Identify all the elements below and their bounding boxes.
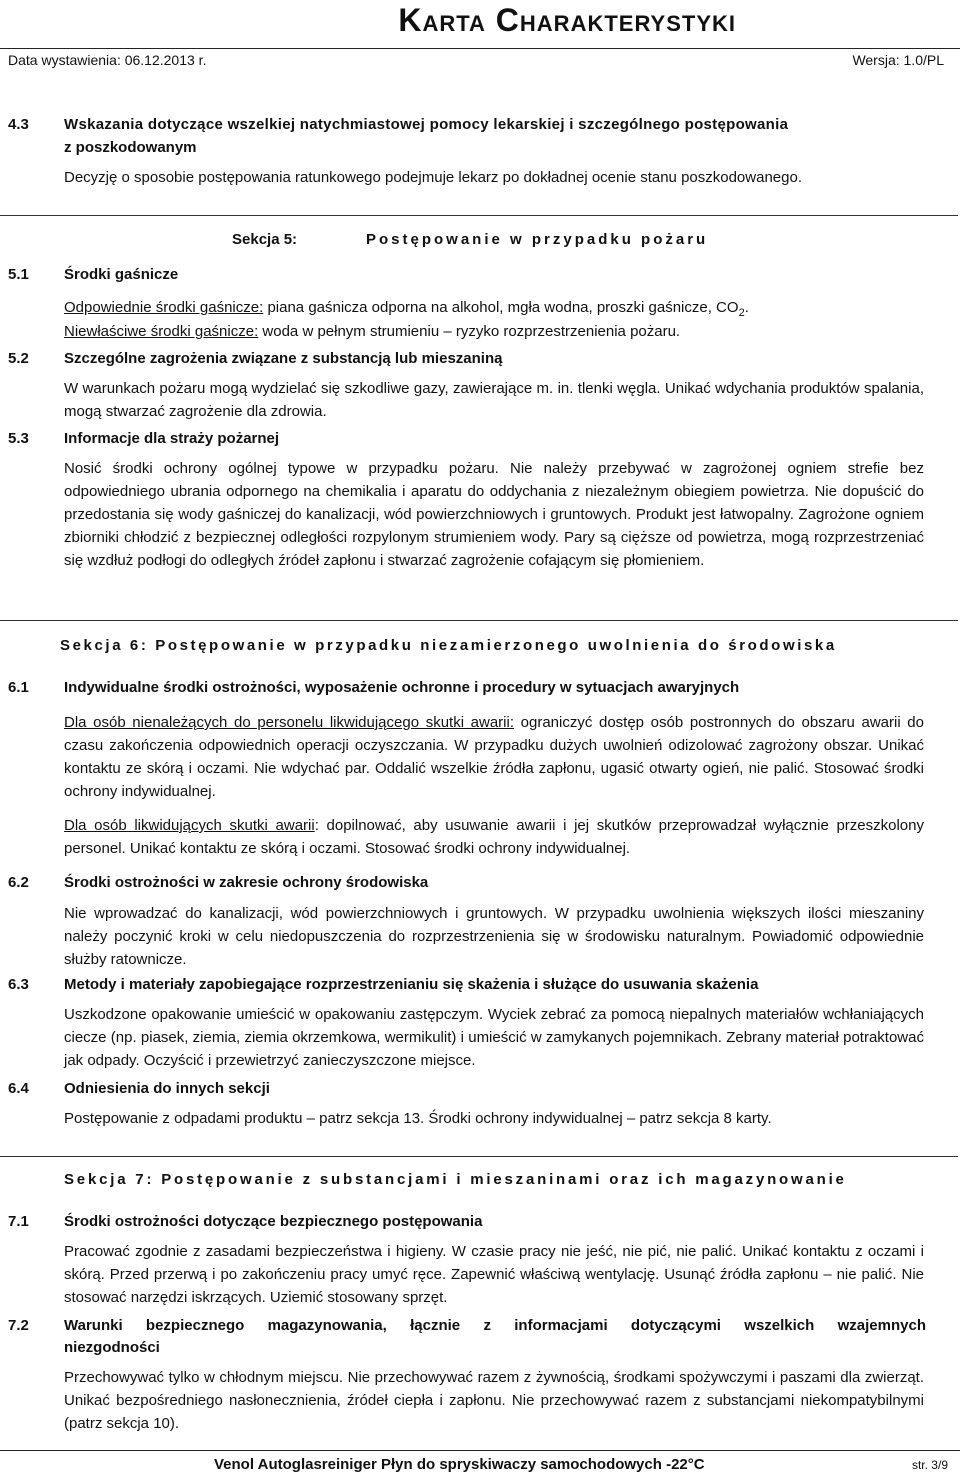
section-number: 6.1 [8,679,29,696]
paragraph: Przechowywać tylko w chłodnym miejscu. Nie przechowywać razem z żywnością, środkami spożywczymi i paszami dla zwierząt. Unikać bezpośredniego nasłonecznienia, źródeł ciepła i zapłonu. Nie przechowywać razem z substancjami niekompatybilnymi (patrz sekcja 10). [64,1369,924,1432]
subsection-heading-cont: z poszkodowanym [64,139,197,156]
subsection-heading: Metody i materiały zapobiegające rozprzestrzenianiu się skażenia i służące do usuwania skażenia [64,976,759,993]
section-number: 7.2 [8,1317,29,1334]
section-number: 6.2 [8,874,29,891]
section-number: 7.1 [8,1213,29,1230]
version: Wersja: 1.0/PL [852,52,944,68]
subsection-heading-cont: niezgodności [64,1339,160,1356]
subsection-heading: Środki ostrożności w zakresie ochrony środowiska [64,874,429,891]
paragraph: Odpowiednie środki gaśnicze: piana gaśnicza odporna na alkohol, mgła wodna, proszki gaśnicze, $CO_2$. [64,299,749,319]
document-title-text: Karta Charakterystyki [398,2,736,38]
paragraph: Postępowanie z odpadami produktu – patrz sekcja 13. Środki ochrony indywidualnej – patrz sekcja 8 karty. [64,1110,772,1127]
section-number: 4.3 [8,116,29,133]
paragraph [64,320,924,343]
paragraph-text: ograniczyć dostęp osób postronnych do obszaru awarii do czasu zakończenia odpowiednich operacji oczyszczania. W przypadku dużych uwolnień odizolować zagrożony obszar. Unikać kontaktu ze skórą i oczami. Nie wdychać par. Oddalić wszelkie źródła zapłonu, ugasić otwarty ogień, nie palić. Stosować środki ochrony indywidualnej. [64,714,924,800]
section-label: Sekcja 5: [232,231,298,248]
section-number: 5.1 [8,266,29,283]
page-number: str. 3/9 [911,1458,948,1472]
paragraph: Uszkodzone opakowanie umieścić w opakowaniu zastępczym. Wyciek zebrać za pomocą niepalnych materiałów wchłaniających ciecze (np. piasek, ziemia, ziemia okrzemkowa, wermikulit) i umieścić w zamykanych pojemnikach. Zebrany materiał potraktować jak odpady. Oczyścić i przewietrzyć zanieczyszczone miejsce. [64,1006,924,1069]
section-number: 6.4 [8,1080,29,1097]
underlined-label: Niewłaściwe środki gaśnicze: [64,323,259,340]
paragraph [64,814,924,860]
section-title: Sekcja 6: Postępowanie w przypadku niezamierzonego uwolnienia do środowiska [60,637,837,654]
subsection-heading: Szczególne zagrożenia związane z substancją lub mieszaniną [64,350,503,367]
section-number: 6.3 [8,976,29,993]
subscript: 2 [738,307,745,319]
paragraph: W warunkach pożaru mogą wydzielać się szkodliwe gazy, zawierające m. in. tlenki węgla. Unikać wdychania produktów spalania, mogą stwarzać zagrożenie dla zdrowia. [64,380,924,420]
section-number: 5.3 [8,430,29,447]
subsection-heading: Wskazania dotyczące wszelkiej natychmiastowej pomocy lekarskiej i szczególnego postępowania [64,116,789,133]
issue-date: Data wystawienia: 06.12.2013 r. [8,52,207,68]
paragraph-text: piana gaśnicza odporna na alkohol, mgła wodna, proszki gaśnicze, CO [263,299,739,316]
paragraph-text: : dopilnować, aby usuwanie awarii i jej skutków przeprowadzał wyłącznie przeszkolony personel. Unikać kontaktu ze skórą i oczami. Stosować środki ochrony indywidualnej. [64,817,924,857]
header-divider [0,48,960,49]
underlined-label: Dla osób likwidujących skutki awarii [64,817,315,834]
paragraph-text: woda w pełnym strumieniu – ryzyko rozprzestrzenienia pożaru. [258,323,681,340]
section-number: 5.2 [8,350,29,367]
paragraph: Decyzję o sposobie postępowania ratunkowego podejmuje lekarz po dokładnej ocenie stanu poszkodowanego. [64,169,802,186]
subsection-heading: Indywidualne środki ostrożności, wyposażenie ochronne i procedury w sytuacjach awaryjnych [64,679,740,696]
paragraph: Nie wprowadzać do kanalizacji, wód powierzchniowych i gruntowych. W przypadku uwolnienia większych ilości mieszaniny należy poczynić kroki w celu niedopuszczenia do rozprzestrzenienia się w środowisku naturalnym. Powiadomić odpowiednie służby ratownicze. [64,905,924,968]
section-divider [0,1156,958,1157]
footer-divider [0,1450,960,1451]
section-divider [0,620,958,621]
section-divider [0,215,958,216]
subsection-heading: Środki ostrożności dotyczące bezpiecznego postępowania [64,1213,483,1230]
subsection-heading: Warunki bezpiecznego magazynowania, łącznie z informacjami dotyczącymi wszelkich wzajemnych [64,1317,926,1334]
subsection-heading: Środki gaśnicze [64,266,179,283]
underlined-label: Odpowiednie środki gaśnicze: [64,299,264,316]
paragraph: Nosić środki ochrony ogólnej typowe w przypadku pożaru. Nie należy przebywać w zagrożonej ogniem strefie bez odpowiedniego ubrania odpornego na chemikalia i aparatu do oddychania z niezależnym obiegiem powietrza. Nie dopuścić do przedostania się wody gaśniczej do kanalizacji, wód powierzchniowych i gruntowych. Produkt jest łatwopalny. Zagrożone ogniem zbiorniki chłodzić z bezpiecznej odległości rozpylonym strumieniem wody. Pary są cięższe od powietrza, mogą rozprzestrzeniać się wzdłuż podłogi do odległych źródeł zapłonu i stwarzać zagrożenie cofającym się płomieniem. [64,460,924,569]
subsection-heading: Informacje dla straży pożarnej [64,430,280,447]
subsection-heading: Odniesienia do innych sekcji [64,1080,270,1097]
paragraph [64,711,924,803]
footer-product-name: Venol Autoglasreiniger Płyn do spryskiwaczy samochodowych -22°C [214,1456,705,1473]
section-title: Sekcja 7: Postępowanie z substancjami i mieszaninami oraz ich magazynowanie [64,1171,847,1188]
section-title: Postępowanie w przypadku pożaru [366,231,709,248]
document-title [398,2,736,39]
underlined-label: Dla osób nienależących do personelu likwidującego skutki awarii: [64,714,515,731]
paragraph: Pracować zgodnie z zasadami bezpieczeństwa i higieny. W czasie pracy nie jeść, nie pić, nie palić. Unikać kontaktu z oczami i skórą. Przed przerwą i po zakończeniu pracy umyć ręce. Zapewnić właściwą wentylację. Usunąć źródła zapłonu – nie palić. Nie stosować narzędzi iskrzących. Uziemić stosowany sprzęt. [64,1243,924,1306]
